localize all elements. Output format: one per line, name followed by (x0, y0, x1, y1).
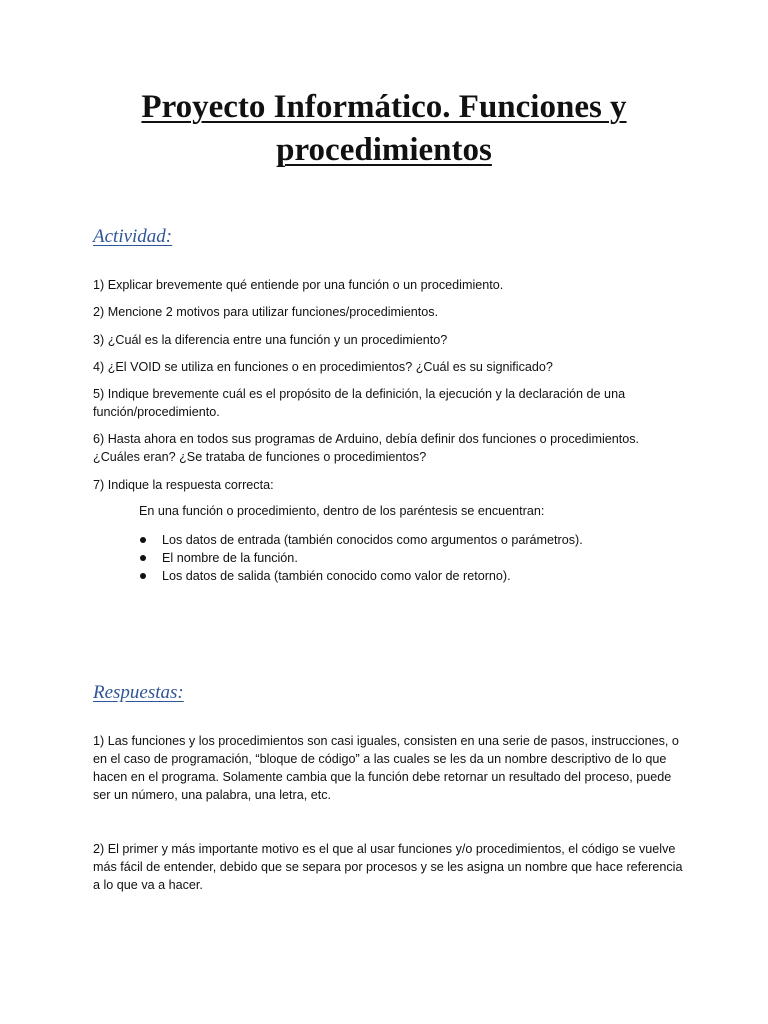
question-1: 1) Explicar brevemente qué entiende por una función o un procedimiento. (93, 278, 504, 292)
list-item (139, 531, 583, 549)
options-list (139, 531, 583, 585)
question-3: 3) ¿Cuál es la diferencia entre una función y un procedimiento? (93, 333, 448, 347)
answer-1: 1) Las funciones y los procedimientos son casi iguales, consisten en una serie de pasos, instrucciones, o en el caso de programación, “bloque de código” a las cuales se les da un nombre descriptivo de lo que hacen en el programa. Solamente cambia que la función debe retornar un resultado del proceso, puede ser un número, una palabra, una letra, etc. (93, 734, 679, 802)
answer-2: 2) El primer y más importante motivo es el que al usar funciones y/o procedimientos, el código se vuelve más fácil de entender, debido que se separa por procesos y se les asigna un nombre que hace referencia a lo que va a hacer. (93, 842, 683, 892)
question-6: 6) Hasta ahora en todos sus programas de Arduino, debía definir dos funciones o procedimientos. ¿Cuáles eran? ¿Se trataba de funciones o procedimientos? (93, 432, 640, 464)
activity-heading: Actividad: (93, 226, 173, 247)
bullet-icon (140, 537, 146, 543)
bullet-icon (140, 555, 146, 561)
question-7-prompt: En una función o procedimiento, dentro de los paréntesis se encuentran: (139, 504, 545, 518)
answers-heading: Respuestas: (93, 682, 184, 703)
list-item (139, 549, 583, 567)
question-7: 7) Indique la respuesta correcta: (93, 478, 274, 492)
question-5: 5) Indique brevemente cuál es el propósito de la definición, la ejecución y la declaración de una función/procedimiento. (93, 387, 626, 419)
question-4: 4) ¿El VOID se utiliza en funciones o en procedimientos? ¿Cuál es su significado? (93, 360, 553, 374)
bullet-icon (140, 573, 146, 579)
option-text: Los datos de salida (también conocido como valor de retorno). (162, 569, 511, 583)
option-text: Los datos de entrada (también conocidos como argumentos o parámetros). (162, 533, 583, 547)
list-item (139, 567, 583, 585)
title-line-2: procedimientos (276, 132, 492, 168)
document-title (0, 86, 768, 172)
question-2: 2) Mencione 2 motivos para utilizar funciones/procedimientos. (93, 305, 439, 319)
option-text: El nombre de la función. (162, 551, 298, 565)
title-line-1: Proyecto Informático. Funciones y (141, 89, 627, 125)
